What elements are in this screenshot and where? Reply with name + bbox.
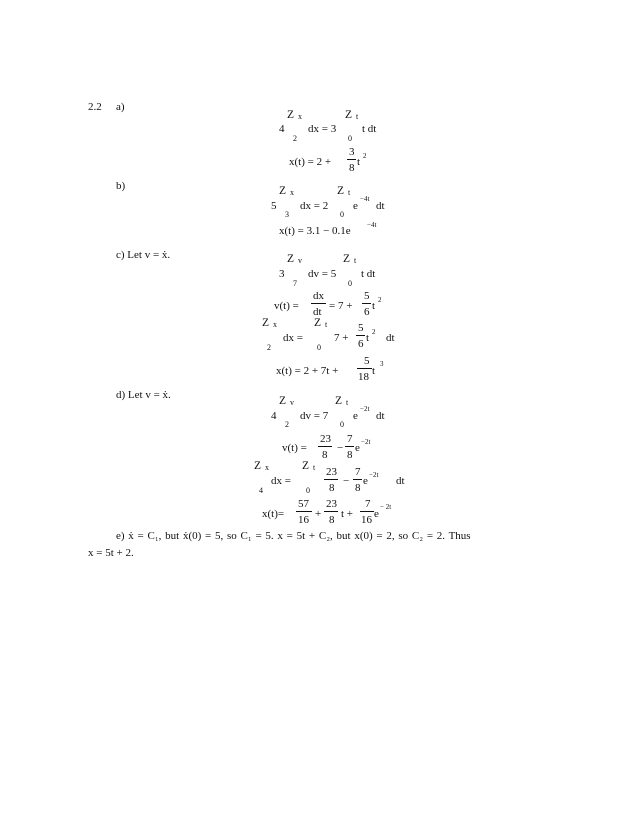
integral-upper: x <box>298 112 302 121</box>
integral-body: dx = 2 <box>300 200 329 212</box>
term-t-plus: t + <box>341 508 354 520</box>
fraction-bar <box>324 511 338 512</box>
coefficient: 4 <box>279 123 285 135</box>
variable: t <box>366 332 370 344</box>
fraction-numerator: 5 <box>364 355 370 367</box>
differential: dt <box>376 200 385 212</box>
part-c-label: c) Let v = ẋ. <box>116 249 171 261</box>
equation-lhs: v(t) = <box>282 442 307 454</box>
problem-number: 2.2 <box>88 101 102 113</box>
part-e-line1: e) ẋ = C₁, but ẋ(0) = 5, so C₁ = 5. x = 5t + C₂, but x(0) = 2, so C₂ = 2. Thus <box>116 530 471 542</box>
integral-sign: Z <box>254 460 262 472</box>
integral-lower: 0 <box>340 420 344 429</box>
integral-body: t dt <box>361 268 376 280</box>
equation-lhs: x(t) = 2 + <box>289 156 332 168</box>
fraction-denominator: 8 <box>349 162 355 174</box>
integral-body: dx = <box>283 332 303 344</box>
fraction-denominator: 8 <box>347 449 353 461</box>
integral-sign: Z <box>279 395 287 407</box>
integral-lower: 7 <box>293 279 297 288</box>
fraction-numerator: 7 <box>355 466 361 478</box>
integral-upper: t <box>356 112 359 121</box>
integral-sign: Z <box>335 395 343 407</box>
integral-lower: 2 <box>293 134 297 143</box>
integral-body: e <box>353 200 358 212</box>
exponent: 2 <box>363 152 367 160</box>
integral-lower: 0 <box>348 279 352 288</box>
fraction-bar <box>360 511 374 512</box>
equation-lhs: x(t) = 3.1 − 0.1e <box>279 225 351 237</box>
integral-upper: t <box>313 463 316 472</box>
integral-body: dx = 3 <box>308 123 337 135</box>
integral-upper: t <box>325 320 328 329</box>
integral-lower: 2 <box>267 343 271 352</box>
integral-sign: Z <box>287 253 295 265</box>
fraction-numerator: 5 <box>358 322 364 334</box>
integral-lower: 0 <box>306 486 310 495</box>
minus-sign: − <box>343 475 350 487</box>
integral-upper: x <box>273 320 277 329</box>
variable: t <box>372 365 376 377</box>
exponent: −4t <box>367 221 377 229</box>
fraction-denominator: 16 <box>298 514 309 526</box>
fraction-bar <box>356 335 365 336</box>
plus-sign: + <box>315 508 322 520</box>
integral-sign: Z <box>287 109 295 121</box>
integral-body: dv = 5 <box>308 268 337 280</box>
exponent: −2t <box>361 438 371 446</box>
coefficient: 3 <box>279 268 285 280</box>
integral-lower: 4 <box>259 486 263 495</box>
fraction-denominator: 8 <box>329 514 335 526</box>
fraction-bar <box>311 303 326 304</box>
equation-lhs: x(t) = 2 + 7t + <box>276 365 339 377</box>
part-b-label: b) <box>116 180 126 192</box>
fraction-numerator: 7 <box>347 433 353 445</box>
integral-body: e <box>353 410 358 422</box>
integral-upper: x <box>290 188 294 197</box>
fraction-denominator: dt <box>313 306 322 318</box>
exponent: 2 <box>378 296 382 304</box>
equation-mid: = 7 + <box>329 300 353 312</box>
fraction-denominator: 8 <box>355 482 361 494</box>
fraction-bar <box>347 159 356 160</box>
integral-lower: 2 <box>285 420 289 429</box>
fraction-bar <box>362 303 371 304</box>
integral-sign: Z <box>343 253 351 265</box>
fraction-numerator: dx <box>313 290 324 302</box>
fraction-numerator: 23 <box>326 466 337 478</box>
exponent: 2 <box>372 328 376 336</box>
integral-sign: Z <box>262 317 270 329</box>
integral-lower: 0 <box>317 343 321 352</box>
fraction-bar <box>345 446 354 447</box>
fraction-bar <box>353 479 362 480</box>
fraction-numerator: 57 <box>298 498 309 510</box>
exponent: 3 <box>380 360 384 368</box>
fraction-numerator: 7 <box>365 498 371 510</box>
fraction-denominator: 6 <box>364 306 370 318</box>
integral-upper: t <box>354 256 357 265</box>
part-d-label: d) Let v = ẋ. <box>116 389 171 401</box>
differential: dt <box>396 475 405 487</box>
part-a-label: a) <box>116 101 125 113</box>
integral-upper: t <box>348 188 351 197</box>
part-e-line2: x = 5t + 2. <box>88 547 134 559</box>
integral-sign: Z <box>337 185 345 197</box>
integral-upper: t <box>346 398 349 407</box>
fraction-denominator: 16 <box>361 514 372 526</box>
minus-sign: − <box>337 442 344 454</box>
fraction-bar <box>318 446 332 447</box>
integral-body: dv = 7 <box>300 410 329 422</box>
integral-lower: 3 <box>285 210 289 219</box>
exponent: −2t <box>369 471 379 479</box>
fraction-denominator: 8 <box>322 449 328 461</box>
equation-lhs: v(t) = <box>274 300 299 312</box>
fraction-numerator: 23 <box>320 433 331 445</box>
integral-body: t dt <box>362 123 377 135</box>
integral-sign: Z <box>314 317 322 329</box>
exp-base: e <box>374 508 379 520</box>
variable: t <box>372 300 376 312</box>
coefficient: 4 <box>271 410 277 422</box>
fraction-bar <box>357 368 372 369</box>
fraction-numerator: 3 <box>349 146 355 158</box>
integral-body: 7 + <box>334 332 349 344</box>
integral-sign: Z <box>279 185 287 197</box>
variable: t <box>357 156 361 168</box>
exponent: −4t <box>360 195 370 203</box>
fraction-denominator: 18 <box>358 371 369 383</box>
integral-upper: v <box>290 398 294 407</box>
exp-base: e <box>355 442 360 454</box>
integral-sign: Z <box>345 109 353 121</box>
fraction-denominator: 8 <box>329 482 335 494</box>
coefficient: 5 <box>271 200 277 212</box>
equation-lhs: x(t)= <box>262 508 285 520</box>
integral-body: dx = <box>271 475 291 487</box>
differential: dt <box>386 332 395 344</box>
fraction-denominator: 6 <box>358 338 364 350</box>
exp-base: e <box>363 475 368 487</box>
integral-lower: 0 <box>340 210 344 219</box>
integral-sign: Z <box>302 460 310 472</box>
differential: dt <box>376 410 385 422</box>
exponent: − 2t <box>380 503 392 511</box>
integral-lower: 0 <box>348 134 352 143</box>
integral-upper: v <box>298 256 302 265</box>
fraction-bar <box>296 511 312 512</box>
fraction-numerator: 23 <box>326 498 337 510</box>
exponent: −2t <box>360 405 370 413</box>
fraction-numerator: 5 <box>364 290 370 302</box>
integral-upper: x <box>265 463 269 472</box>
fraction-bar <box>324 479 338 480</box>
